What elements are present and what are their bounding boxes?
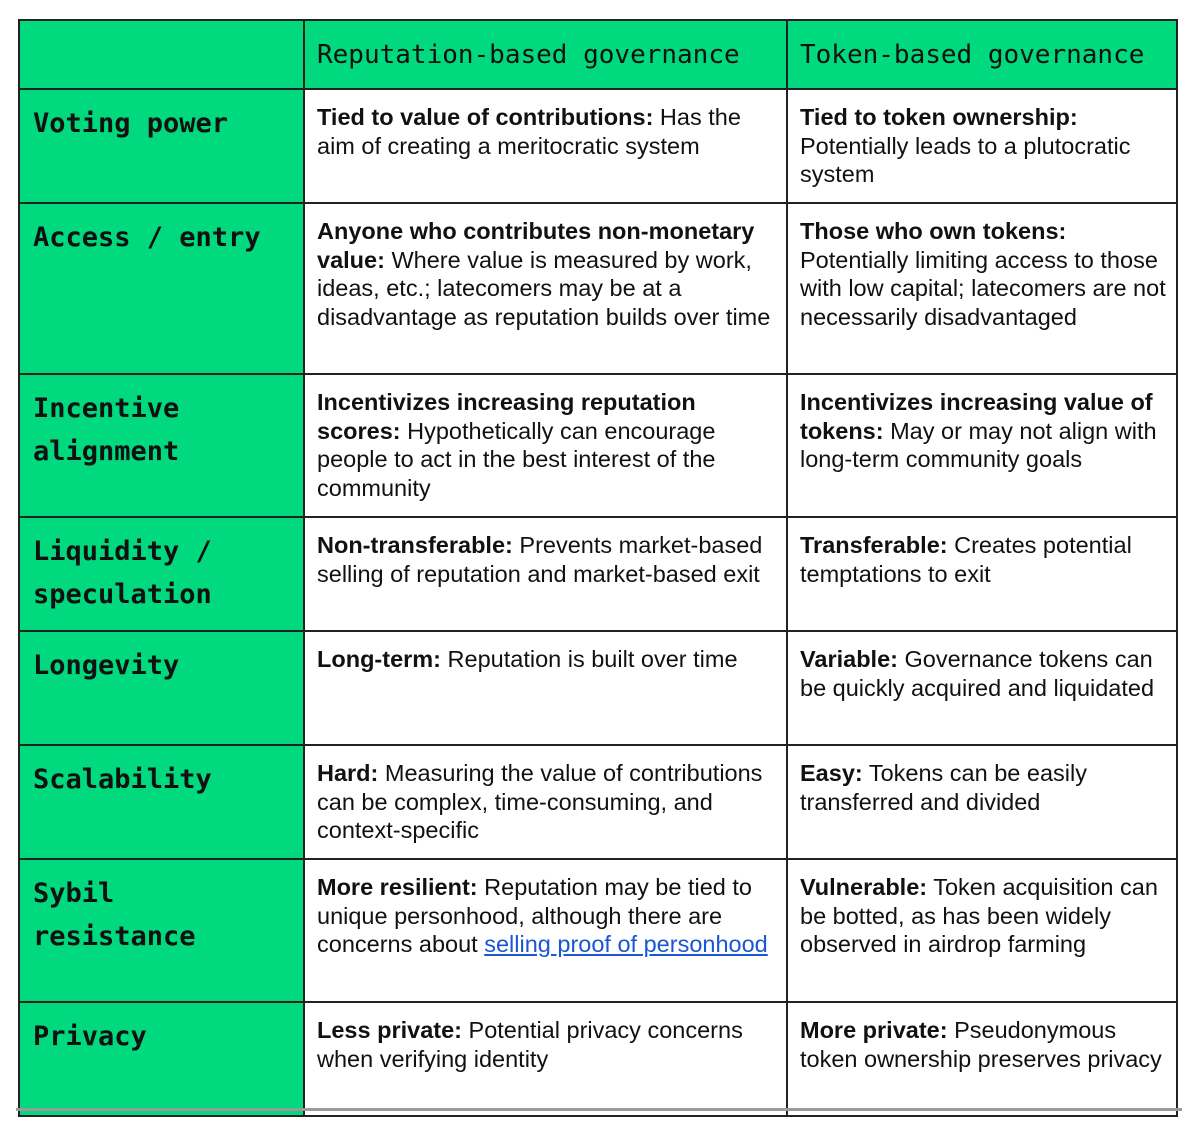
- table-row: [19, 517, 1177, 631]
- reputation-cell: [304, 1002, 787, 1116]
- comparison-table-wrapper: [18, 19, 1176, 1117]
- cell-text: Potentially limiting access to those with low capital; latecomers are not necessarily disadvantaged: [800, 246, 1166, 330]
- cell-text: Potentially leads to a plutocratic system: [800, 132, 1131, 187]
- row-label: Incentive alignment: [19, 374, 304, 517]
- row-label: Sybil resistance: [19, 859, 304, 1002]
- cell-text: Hypothetically can encourage people to act in the best interest of the community: [317, 417, 716, 501]
- governance-comparison-table: [18, 19, 1178, 1117]
- table-row: [19, 1002, 1177, 1116]
- reputation-cell: [304, 517, 787, 631]
- reputation-cell: [304, 745, 787, 859]
- cell-text: Where value is measured by work, ideas, etc.; latecomers may be at a disadvantage as reputation builds over time: [317, 246, 771, 330]
- token-cell: [787, 859, 1177, 1002]
- table-row: [19, 631, 1177, 745]
- cell-bold-lead: Incentivizes increasing value of tokens:: [800, 389, 1153, 444]
- row-label: Liquidity / speculation: [19, 517, 304, 631]
- token-cell: [787, 631, 1177, 745]
- row-label: Longevity: [19, 631, 304, 745]
- token-cell: [787, 203, 1177, 374]
- row-label: Privacy: [19, 1002, 304, 1116]
- cell-bold-lead: Long-term:: [317, 646, 442, 672]
- column-header-reputation: Reputation-based governance: [304, 20, 787, 89]
- token-cell: [787, 517, 1177, 631]
- bottom-divider: [16, 1108, 1182, 1111]
- reputation-cell: [304, 859, 787, 1002]
- row-label: Scalability: [19, 745, 304, 859]
- cell-bold-lead: Those who own tokens:: [800, 218, 1067, 244]
- cell-text: Has the aim of creating a meritocratic system: [317, 104, 741, 159]
- token-cell: [787, 745, 1177, 859]
- cell-bold-lead: Tied to value of contributions:: [317, 104, 654, 130]
- cell-bold-lead: Hard:: [317, 760, 379, 786]
- token-cell: [787, 1002, 1177, 1116]
- cell-bold-lead: Less private:: [317, 1017, 462, 1043]
- token-cell: [787, 374, 1177, 517]
- cell-text: Creates potential temptations to exit: [800, 532, 1132, 587]
- header-row: [19, 20, 1177, 89]
- cell-bold-lead: Incentivizes increasing reputation scores:: [317, 389, 696, 444]
- cell-text: Potential privacy concerns when verifying identity: [317, 1017, 743, 1072]
- cell-bold-lead: Vulnerable:: [800, 874, 928, 900]
- cell-text: Pseudonymous token ownership preserves privacy: [800, 1017, 1162, 1072]
- table-row: [19, 203, 1177, 374]
- cell-bold-lead: Easy:: [800, 760, 863, 786]
- corner-cell: [19, 20, 304, 89]
- cell-bold-lead: More resilient:: [317, 874, 478, 900]
- cell-bold-lead: Non-transferable:: [317, 532, 513, 558]
- reputation-cell: [304, 203, 787, 374]
- cell-bold-lead: Anyone who contributes non-monetary value:: [317, 218, 755, 273]
- cell-bold-lead: Variable:: [800, 646, 898, 672]
- table-row: [19, 374, 1177, 517]
- cell-text: May or may not align with long-term community goals: [800, 417, 1157, 472]
- cell-text: Governance tokens can be quickly acquired and liquidated: [800, 646, 1155, 701]
- reputation-cell: [304, 89, 787, 203]
- table-row: [19, 89, 1177, 203]
- cell-text: Tokens can be easily transferred and divided: [800, 760, 1087, 815]
- reputation-cell: [304, 631, 787, 745]
- table-row: [19, 745, 1177, 859]
- cell-text: Measuring the value of contributions can be complex, time-consuming, and context-specific: [317, 760, 763, 843]
- cell-bold-lead: Tied to token ownership:: [800, 104, 1078, 130]
- cell-text: Reputation is built over time: [441, 646, 738, 672]
- reputation-cell: [304, 374, 787, 517]
- selling-proof-of-personhood-link[interactable]: selling proof of personhood: [484, 931, 768, 957]
- table-row: [19, 859, 1177, 1002]
- token-cell: [787, 89, 1177, 203]
- cell-text: Token acquisition can be botted, as has been widely observed in airdrop farming: [800, 874, 1158, 957]
- row-label: Access / entry: [19, 203, 304, 374]
- cell-bold-lead: More private:: [800, 1017, 948, 1043]
- row-label: Voting power: [19, 89, 304, 203]
- cell-bold-lead: Transferable:: [800, 532, 948, 558]
- cell-text: Reputation may be tied to unique personhood, although there are concerns about: [317, 874, 752, 957]
- column-header-token: Token-based governance: [787, 20, 1177, 89]
- cell-text: Prevents market-based selling of reputation and market-based exit: [317, 532, 763, 587]
